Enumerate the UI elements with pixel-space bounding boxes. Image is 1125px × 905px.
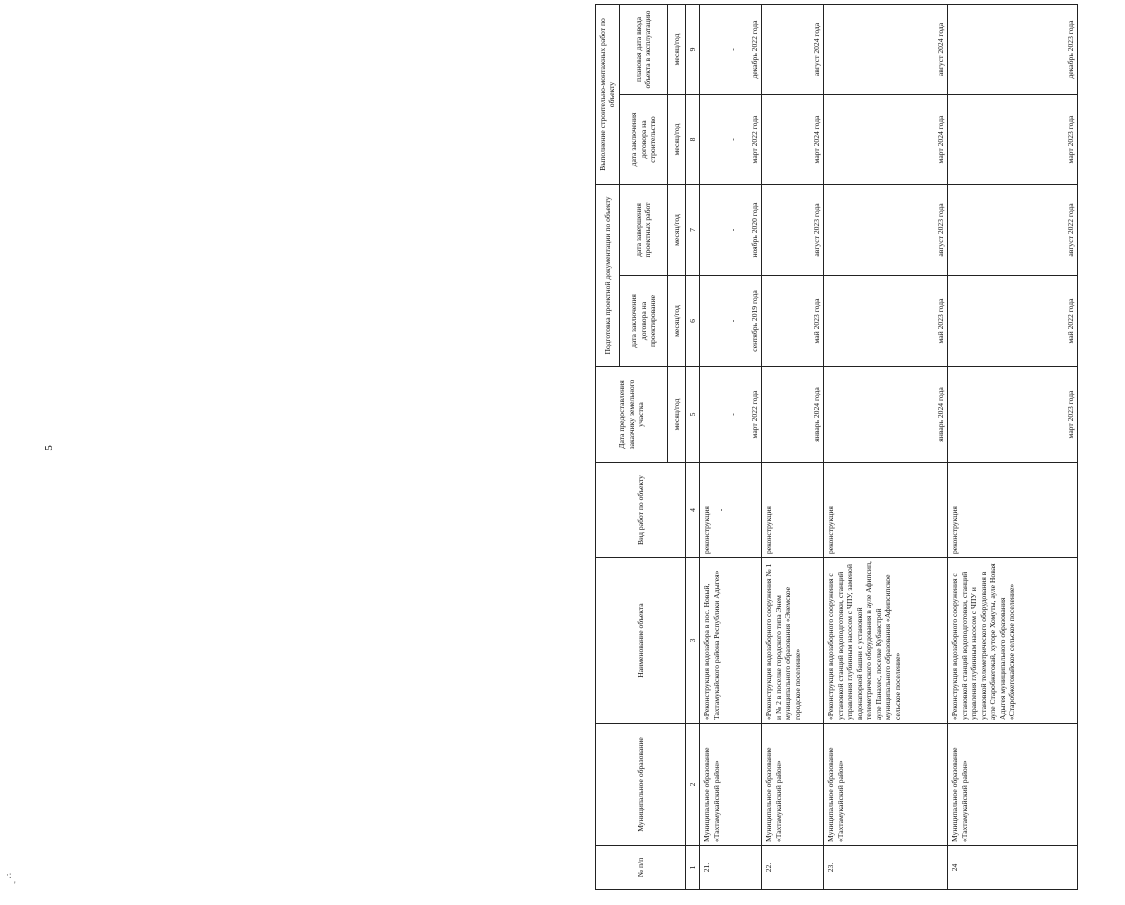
design-finish-text: ноябрь 2020 года	[749, 202, 759, 258]
column-number: 9	[685, 4, 699, 94]
header-unit: месяц/год	[667, 367, 685, 463]
row-build-finish: август 2024 года	[762, 4, 824, 94]
row-design-finish: август 2022 года	[948, 185, 1078, 276]
column-number: 5	[685, 367, 699, 463]
row-build-finish: август 2024 года	[824, 4, 948, 94]
header-build-group: Выполнение строительно-монтажных работ по объекту	[596, 4, 620, 184]
row-build-contract: март 2023 года	[948, 95, 1078, 185]
row-work-type: реконструкция	[762, 463, 824, 558]
row-design-finish: август 2023 года	[824, 185, 948, 276]
column-number: 3	[685, 558, 699, 724]
dash-mark: -	[728, 413, 738, 416]
row-work-type: реконструкция	[948, 463, 1078, 558]
header-unit: месяц/год	[667, 95, 685, 185]
row-municipality: Муниципальное образование «Тахтамукайский район»	[824, 724, 948, 846]
table-row	[700, 4, 762, 889]
row-number: 21.	[700, 846, 762, 890]
row-work-type	[700, 463, 762, 558]
row-land-date: январь 2024 года	[824, 367, 948, 463]
dash-mark: -	[728, 228, 738, 232]
header-unit: месяц/год	[667, 276, 685, 367]
scan-speck: ·:	[6, 870, 12, 880]
row-build-finish: декабрь 2023 года	[948, 4, 1078, 94]
construction-schedule-table	[595, 4, 1078, 890]
table-row	[824, 4, 948, 889]
dash-mark: -	[728, 138, 738, 141]
page-number: 5	[42, 445, 55, 451]
build-contract-text: март 2022 года	[749, 115, 759, 164]
column-number: 4	[685, 463, 699, 558]
row-municipality: Муниципальное образование «Тахтамукайский район»	[762, 724, 824, 846]
row-land-date	[700, 367, 762, 463]
row-object: «Реконструкция водозаборного сооружения с установкой станций водоподготовки, станций управления глубинным насосом с ЧПУ и установкой телеметрического оборудования в ауле Старобжегокай, хуторе Хомуты, ауле Новая Адыгея муниципального образования «Старобжегокайское сельское поселение»	[948, 558, 1078, 724]
row-design-contract: май 2023 года	[762, 276, 824, 367]
header-build-finish: плановая дата ввода объекта в эксплуатацию	[619, 4, 667, 94]
row-number: 22.	[762, 846, 824, 890]
header-design-finish: дата завершения проектных работ	[619, 185, 667, 276]
header-land: Дата предоставления заказчику земельного участка	[596, 367, 668, 463]
header-design-contract: дата заключения договора на проектирование	[619, 276, 667, 367]
row-build-finish	[700, 4, 762, 94]
header-object: Наименование объекта	[596, 558, 686, 724]
column-number: 2	[685, 724, 699, 846]
row-object: «Реконструкция водозаборного сооружения с установкой станций водоподготовки, станций управления глубинным насосом с ЧПУ, заменой водонапорной башни с установкой телеметрического оборудования в ауле Афипсип, ауле Панахес, поселке Кубанстрой муниципального образования «Афипсипское сельское поселение»	[824, 558, 948, 724]
rotated-table-sheet	[595, 5, 1125, 890]
row-design-contract: май 2022 года	[948, 276, 1078, 367]
dash-mark: -	[715, 508, 725, 512]
row-object: «Реконструкция водозабора в пос. Новый, Тахтамукайского района Республики Адыгея»	[700, 558, 762, 724]
design-contract-text: сентябрь 2019 года	[749, 290, 759, 352]
row-design-finish	[700, 185, 762, 276]
table-row	[948, 4, 1078, 889]
row-design-finish: август 2023 года	[762, 185, 824, 276]
header-municipality: Муниципальное образование	[596, 724, 686, 846]
land-date-text: март 2022 года	[749, 390, 759, 439]
header-num: № п/п	[596, 846, 686, 890]
row-design-contract: май 2023 года	[824, 276, 948, 367]
header-build-contract: дата заключения договора на строительство	[619, 95, 667, 185]
table-row	[762, 4, 824, 889]
column-number: 7	[685, 185, 699, 276]
header-work-type: Вид работ по объекту	[596, 463, 686, 558]
row-work-type: реконструкция	[824, 463, 948, 558]
row-number: 24	[948, 846, 1078, 890]
row-number: 23.	[824, 846, 948, 890]
row-object: «Реконструкция водозаборного сооружения № 1 и № 2 в поселке городского типа Энем муниципального образования «Энемское городское поселение»	[762, 558, 824, 724]
column-number: 6	[685, 276, 699, 367]
work-type-text: реконструкция	[702, 506, 712, 554]
header-unit: месяц/год	[667, 4, 685, 94]
build-finish-text: декабрь 2022 года	[749, 20, 759, 79]
column-number: 8	[685, 95, 699, 185]
row-land-date: январь 2024 года	[762, 367, 824, 463]
row-municipality: Муниципальное образование «Тахтамукайский район»	[700, 724, 762, 846]
dash-mark: -	[728, 319, 738, 323]
row-design-contract	[700, 276, 762, 367]
header-design-group: Подготовка проектной документации по объекту	[596, 185, 620, 367]
row-build-contract	[700, 95, 762, 185]
row-municipality: Муниципальное образование «Тахтамукайский район»	[948, 724, 1078, 846]
header-unit: месяц/год	[667, 185, 685, 276]
scan-speck: '	[14, 880, 16, 890]
row-build-contract: март 2024 года	[824, 95, 948, 185]
row-land-date: март 2023 года	[948, 367, 1078, 463]
column-number: 1	[685, 846, 699, 890]
dash-mark: -	[728, 48, 738, 51]
row-build-contract: март 2024 года	[762, 95, 824, 185]
